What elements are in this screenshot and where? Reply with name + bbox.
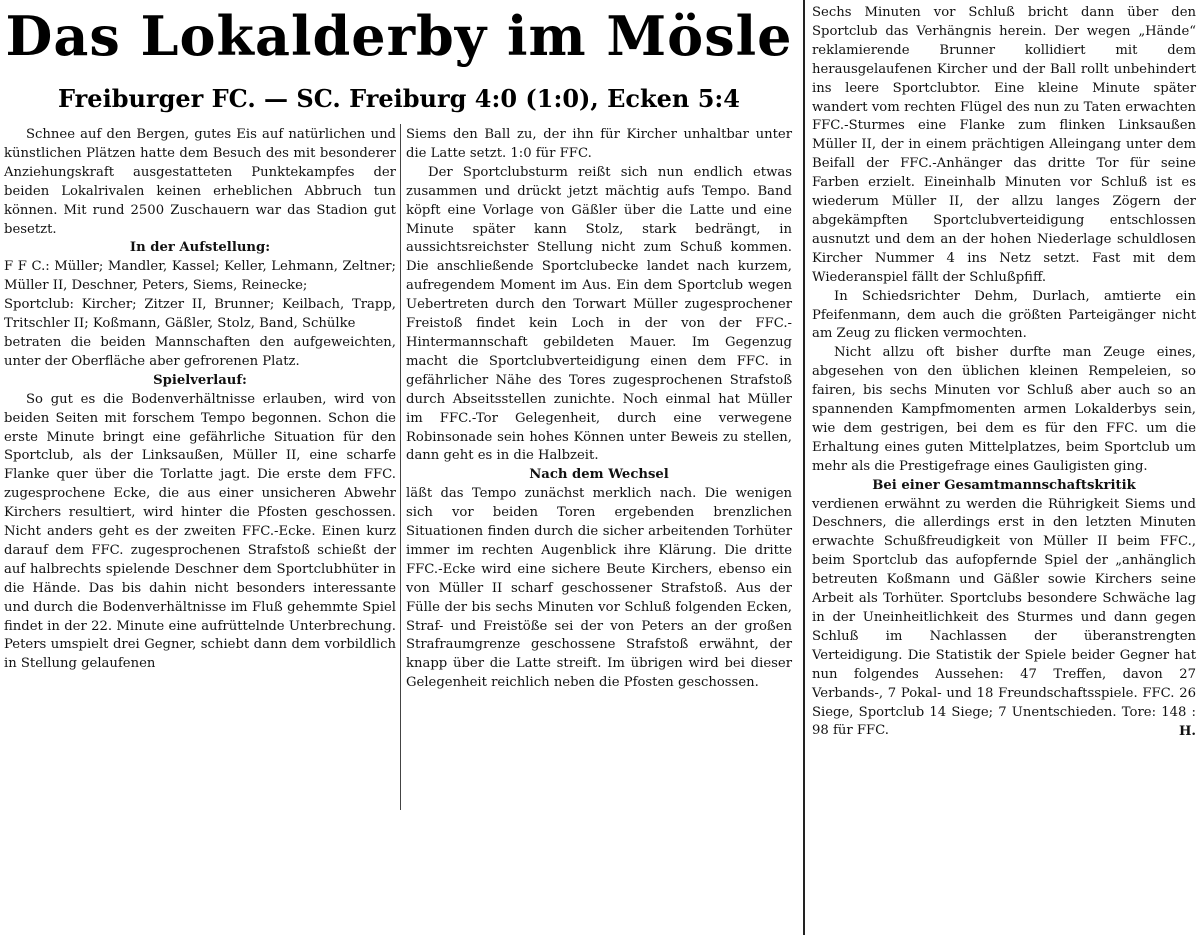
column-1: [4, 126, 396, 674]
column-divider-2: [803, 0, 805, 935]
pitch-paragraph: betraten die beiden Mannschaften den aufgeweichten, unter der Oberfläche aber gefrorenen Platz.: [4, 334, 396, 369]
author-signature: H.: [1178, 724, 1196, 740]
column-3: [812, 4, 1196, 742]
intro-paragraph: Schnee auf den Bergen, gutes Eis auf natürlichen und künstlichen Plätzen hatte dem Besuch des mit besonderer Anziehungskraft ausgestatteten Punktekampfes der beiden Lokalrivalen keinen erheblichen Abbruch tun können. Mit rund 2500 Zuschauern war das Stadion gut besetzt.: [4, 127, 396, 237]
lineup-heading: In der Aufstellung:: [129, 240, 271, 256]
lineup-ffc: F F C.: Müller; Mandler, Kassel; Keller, Lehmann, Zeltner; Müller II, Deschner, Peters, Siems, Reinecke;: [4, 259, 396, 294]
article-subheadline: Freiburger FC. — SC. Freiburg 4:0 (1:0), Ecken 5:4: [58, 84, 740, 113]
final-minutes-paragraph: Sechs Minuten vor Schluß bricht dann über den Sportclub das Verhängnis herein. Der wegen „Hände“ reklamierende Brunner kollidiert mit dem herausgelaufenen Kircher und der Ball rollt unbehindert ins leere Sportclubtor. Eine kleine Minute später wandert vom rechten Flügel des nun zu Taten erwachten FFC.-Sturmes eine Flanke zum flinken Linksaußen Müller II, der in einem prächtigen Alleingang unter dem Beifall der FFC.-Anhänger das dritte Tor für seine Farben erzielt. Eineinhalb Minuten vor Schluß ist es wiederum Müller II, der allzu langes Zögern der abgekämpften Sportclubverteidigung entschlossen ausnutzt und dem an der hohen Niederlage schuldlosen Kircher Nummer 4 ins Netz setzt. Fast mit dem Wiederanspiel fällt der Schlußpfiff.: [812, 5, 1196, 285]
first-half-paragraph: Der Sportclubsturm reißt sich nun endlich etwas zusammen und drückt jetzt mächtig aufs Tempo. Band köpft eine Vorlage von Gäßler über die Latte und eine Minute später kann Stolz, stark bedrängt, in aussichtsreichster Stellung nicht zum Schuß kommen. Die anschließende Sportclubecke landet nach kurzem, aufregendem Moment im Aus. Ein dem Sportclub wegen Uebertreten durch den Torwart Müller zugesprochener Freistoß findet kein Loch in der von der FFC.-Hintermannschaft gebildeten Mauer. Im Gegenzug macht die Sportclubverteidigung einen dem FFC. in gefährlicher Nähe des Tores zugesprochenen Strafstoß durch Abseitsstellen zunichte. Noch einmal hat Müller im FFC.-Tor Gelegenheit, durch eine verwegene Robinsonade sein hohes Können unter Beweis zu stellen, dann geht es in die Halbzeit.: [406, 164, 792, 464]
lineup-sportclub: Sportclub: Kircher; Zitzer II, Brunner; Keilbach, Trapp, Tritschler II; Koßmann, Gäßler, Stolz, Band, Schülke: [4, 297, 396, 332]
second-half-paragraph: läßt das Tempo zunächst merklich nach. Die wenigen sich vor beiden Toren ergebenden brenzlichen Situationen finden durch die sicher arbeitenden Torhüter immer im rechten Augenblick ihre Klärung. Die dritte FFC.-Ecke wird eine sichere Beute Kirchers, ebenso ein von Müller II scharf geschossener Strafstoß. Aus der Fülle der bis sechs Minuten vor Schluß folgenden Ecken, Straf- und Freistöße sei der von Peters an der großen Strafraumgrenze geschossene Strafstoß erwähnt, der knapp über die Latte streift. Im übrigen wird bei dieser Gelegenheit reichlich neben die Pfosten geschossen.: [406, 486, 792, 691]
article-headline: Das Lokalderby im Mösle: [5, 4, 793, 68]
referee-paragraph: In Schiedsrichter Dehm, Durlach, amtierte ein Pfeifenmann, dem auch die größten Parteigänger nicht am Zeug zu flicken vermochten.: [812, 288, 1196, 342]
fairness-paragraph: Nicht allzu oft bisher durfte man Zeuge eines, abgesehen von den üblichen kleinen Rempeleien, so fairen, bis sechs Minuten vor Schluß aber auch so an spannenden Kampfmomenten armen Lokalderbys sein, wie dem gestrigen, bei dem es für den FFC. um die Erhaltung eines guten Mittelplatzes, beim Sportclub um mehr als die Prestigefrage eines Gauligisten ging.: [812, 345, 1196, 474]
column-2: [406, 126, 792, 693]
play-paragraph: So gut es die Bodenverhältnisse erlauben, wird von beiden Seiten mit forschem Tempo begonnen. Schon die erste Minute bringt eine gefährliche Situation für den Sportclub, als der Linksaußen, Müller II, eine scharfe Flanke quer über die Torlatte jagt. Die erste dem FFC. zugesprochene Ecke, die aus einer unsicheren Abwehr Kirchers resultiert, wird hinter die Pfosten geschossen. Nicht anders geht es der zweiten FFC.-Ecke. Einen kurz darauf dem FFC. zugesprochenen Strafstoß schießt der auf halbrechts spielende Deschner dem Sportclubhüter in die Hände. Das bis dahin nicht besonders interessante und durch die Bodenverhältnisse im Fluß gehemmte Spiel findet in der 22. Minute eine aufrüttelnde Unterbrechung. Peters umspielt drei Gegner, schiebt dann dem vorbildlich in Stellung gelaufenen: [4, 391, 396, 672]
column-divider-1: [400, 124, 401, 810]
play-heading: Spielverlauf:: [153, 372, 247, 388]
critique-heading: Bei einer Gesamtmannschaftskritik: [872, 477, 1136, 493]
continued-paragraph: Siems den Ball zu, der ihn für Kircher unhaltbar unter die Latte setzt. 1:0 für FFC.: [406, 127, 792, 161]
after-break-heading: Nach dem Wechsel: [529, 467, 669, 483]
critique-paragraph: verdienen erwähnt zu werden die Rührigkeit Siems und Deschners, die allerdings erst in den letzten Minuten erwachte Schußfreudigkeit von Müller II beim FFC., beim Sportclub das aufopfernde Spiel der „anhänglich betreuten Koßmann und Gäßler sowie Kirchers seine Arbeit als Torhüter. Sportclubs besondere Schwäche lag in der Uneinheitlichkeit des Sturmes und dann gegen Schluß im Nachlassen der überanstrengten Verteidigung. Die Statistik der Spiele beider Gegner hat nun folgendes Aussehen: 47 Treffen, davon 27 Verbands-, 7 Pokal- und 18 Freundschaftsspiele. FFC. 26 Siege, Sportclub 14 Siege; 7 Unentschieden. Tore: 148 : 98 für FFC.: [812, 496, 1196, 739]
